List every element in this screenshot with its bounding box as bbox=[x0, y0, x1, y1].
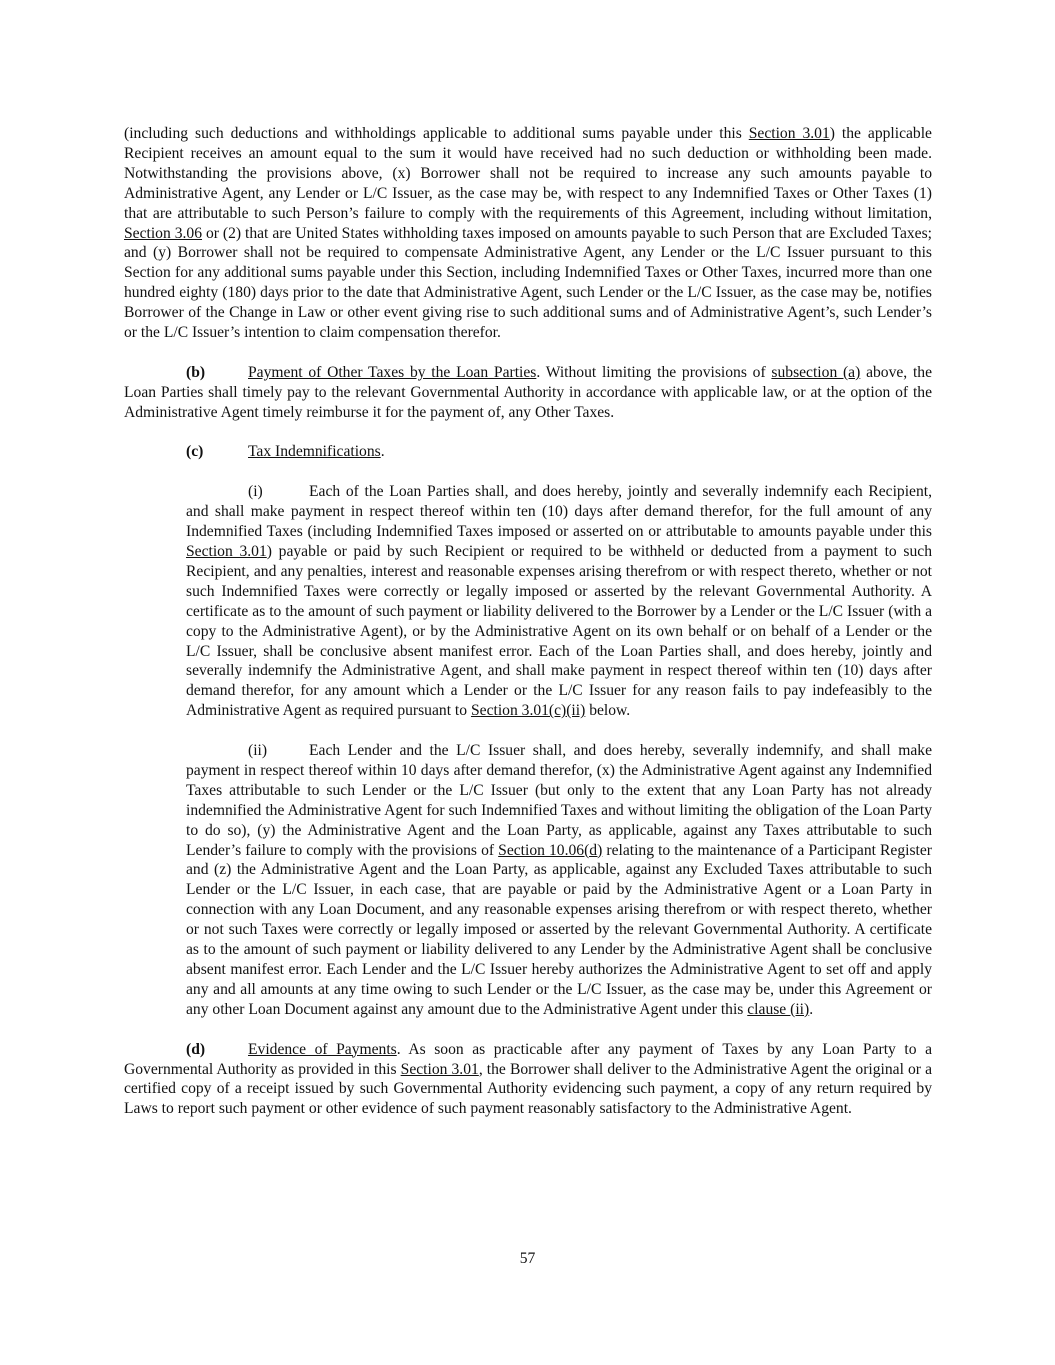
section-reference: Section 3.01(c)(ii) bbox=[470, 702, 586, 720]
text-run: ) payable or paid by such Recipient or required to be withheld or deducted from a payment to such Recipient, and any penalties, interest and reasonable expenses arising therefrom or with respect thereto, whether or not such Indemnified Taxes were correctly or legally imposed or asserted by the relevant Governmental Authority. A certificate as to the amount of such payment or liability delivered to the Borrower by a Lender or the L/C Issuer (with a copy to the Administrative Agent), or by the Administrative Agent on its own behalf or on behalf of a Lender or the L/C Issuer, shall be conclusive absent manifest error. Each of the Loan Parties shall, and does hereby, jointly and severally indemnify the Administrative Agent, and shall make payment in respect thereof within ten (10) days after demand therefor, for any amount which a Lender or the L/C Issuer for any reason fails to pay indefeasibly to the Administrative Agent as required pursuant to bbox=[186, 542, 932, 720]
text-run: relating to the maintenance of a Participant Register and (z) the Administrative Agent and the Loan Party, as applicable, against any Excluded Taxes attributable to such Lender or the L/C Issuer, in each case, that are payable or paid by the Administrative Agent or a Loan Party in connection with any Loan Document, and any reasonable expenses arising therefrom or with respect thereto, whether or not such Taxes were correctly or legally imposed or asserted by the relevant Governmental Authority. A certificate as to the amount of such payment or liability delivered to any Lender by the Administrative Agent shall be conclusive absent manifest error. Each Lender and the L/C Issuer hereby authorizes the Administrative Agent to set off and apply any and all amounts at any time owing to such Lender or the L/C Issuer, as the case may be, under this Agreement or any other Loan Document against any amount due to the Administrative Agent under this bbox=[186, 841, 932, 1018]
section-b-heading: Payment of Other Taxes by the Loan Parties bbox=[248, 363, 537, 381]
section-d-paragraph bbox=[124, 1040, 932, 1120]
text-run: . Without limiting the provisions of bbox=[536, 363, 772, 381]
section-c-label: (c) bbox=[186, 443, 204, 461]
text-run: Each of the Loan Parties shall, and does hereby, jointly and severally indemnify each Recipient, and shall make payment in respect thereof within ten (10) days after demand therefor, for the full amount of any Indemnified Taxes (including Indemnified Taxes imposed or asserted on or attributable to amounts payable under this bbox=[186, 483, 932, 541]
text-run: above, the Loan Parties shall timely pay to the relevant Governmental Authority in accordance with applicable law, or at the option of the Administrative Agent timely reimburse it for the payment of, any Other Taxes. bbox=[124, 363, 933, 421]
text-run: . As soon as practicable after any payment of Taxes by any Loan Party to a Governmental Authority as provided in this bbox=[124, 1040, 932, 1078]
text-run: Each Lender and the L/C Issuer shall, and does hereby, severally indemnify, and shall make payment in respect thereof within 10 days after demand therefor, (x) the Administrative Agent against any Indemnified Taxes attributable to such Lender or the L/C Issuer (but only to the extent that any Loan Party has not already indemnified the Administrative Agent for such Indemnified Taxes and without limiting the obligation of the Loan Party to do so), (y) the Administrative Agent and the Loan Party, as applicable, against any Taxes attributable to such Lender’s failure to comply with the provisions of bbox=[186, 742, 932, 859]
section-d-heading: Evidence of Payments bbox=[248, 1040, 397, 1058]
section-c-i-paragraph bbox=[186, 482, 932, 721]
section-b-paragraph bbox=[124, 363, 932, 423]
clause-ii-label: (ii) bbox=[248, 742, 268, 760]
clause-reference: clause (ii) bbox=[747, 1000, 810, 1018]
section-reference: Section 3.01 bbox=[400, 1060, 479, 1078]
section-c-heading-paragraph bbox=[124, 442, 932, 462]
text-run: . bbox=[380, 443, 385, 461]
section-b-label: (b) bbox=[186, 363, 206, 381]
text-run: ) the applicable Recipient receives an amount equal to the sum it would have received had no such deduction or withholding been made. Notwithstanding the provisions above, (x) Borrower shall not be required to increase any such amounts payable to Administrative Agent, any Lender or L/C Issuer, as the case may be, with respect to any Indemnified Taxes or Other Taxes (1) that are attributable to such Person’s failure to comply with the requirements of this Agreement, including without limitation, bbox=[124, 125, 932, 222]
section-c-ii-paragraph bbox=[186, 741, 932, 1020]
page-number: 57 bbox=[519, 1250, 536, 1267]
section-reference: subsection (a) bbox=[771, 363, 861, 381]
text-run: below. bbox=[585, 702, 631, 720]
carryover-paragraph bbox=[124, 124, 932, 343]
section-c-heading: Tax Indemnifications bbox=[248, 443, 381, 461]
section-reference: Section 3.01 bbox=[748, 125, 830, 142]
section-reference: Section 3.06 bbox=[124, 224, 203, 242]
text-run: , the Borrower shall deliver to the Administrative Agent the original or a certified copy of a receipt issued by such Governmental Authority evidencing such payment, a copy of any return required by Laws to report such payment or other evidence of such payment reasonably satisfactory to the Administrative Agent. bbox=[124, 1060, 933, 1118]
text-run: (including such deductions and withholdings applicable to additional sums payable under this bbox=[124, 125, 749, 142]
clause-i-label: (i) bbox=[248, 483, 263, 501]
text-run: or (2) that are United States withholding taxes imposed on amounts payable to such Person that are Excluded Taxes; and (y) Borrower shall not be required to compensate Administrative Agent, any Lender or the L/C Issuer pursuant to this Section for any additional sums payable under this Section, including Indemnified Taxes or Other Taxes, incurred more than one hundred eighty (180) days prior to the date that Administrative Agent, such Lender or the L/C Issuer, as the case may be, notifies Borrower of the Change in Law or other event giving rise to such additional sums and of Administrative Agent’s, such Lender’s or the L/C Issuer’s intention to claim compensation therefor. bbox=[124, 224, 932, 342]
document-page bbox=[124, 124, 932, 1119]
text-run: . bbox=[809, 1000, 814, 1018]
section-d-label: (d) bbox=[186, 1040, 206, 1058]
section-reference: Section 3.01 bbox=[186, 542, 267, 560]
section-reference: Section 10.06(d) bbox=[498, 841, 603, 859]
